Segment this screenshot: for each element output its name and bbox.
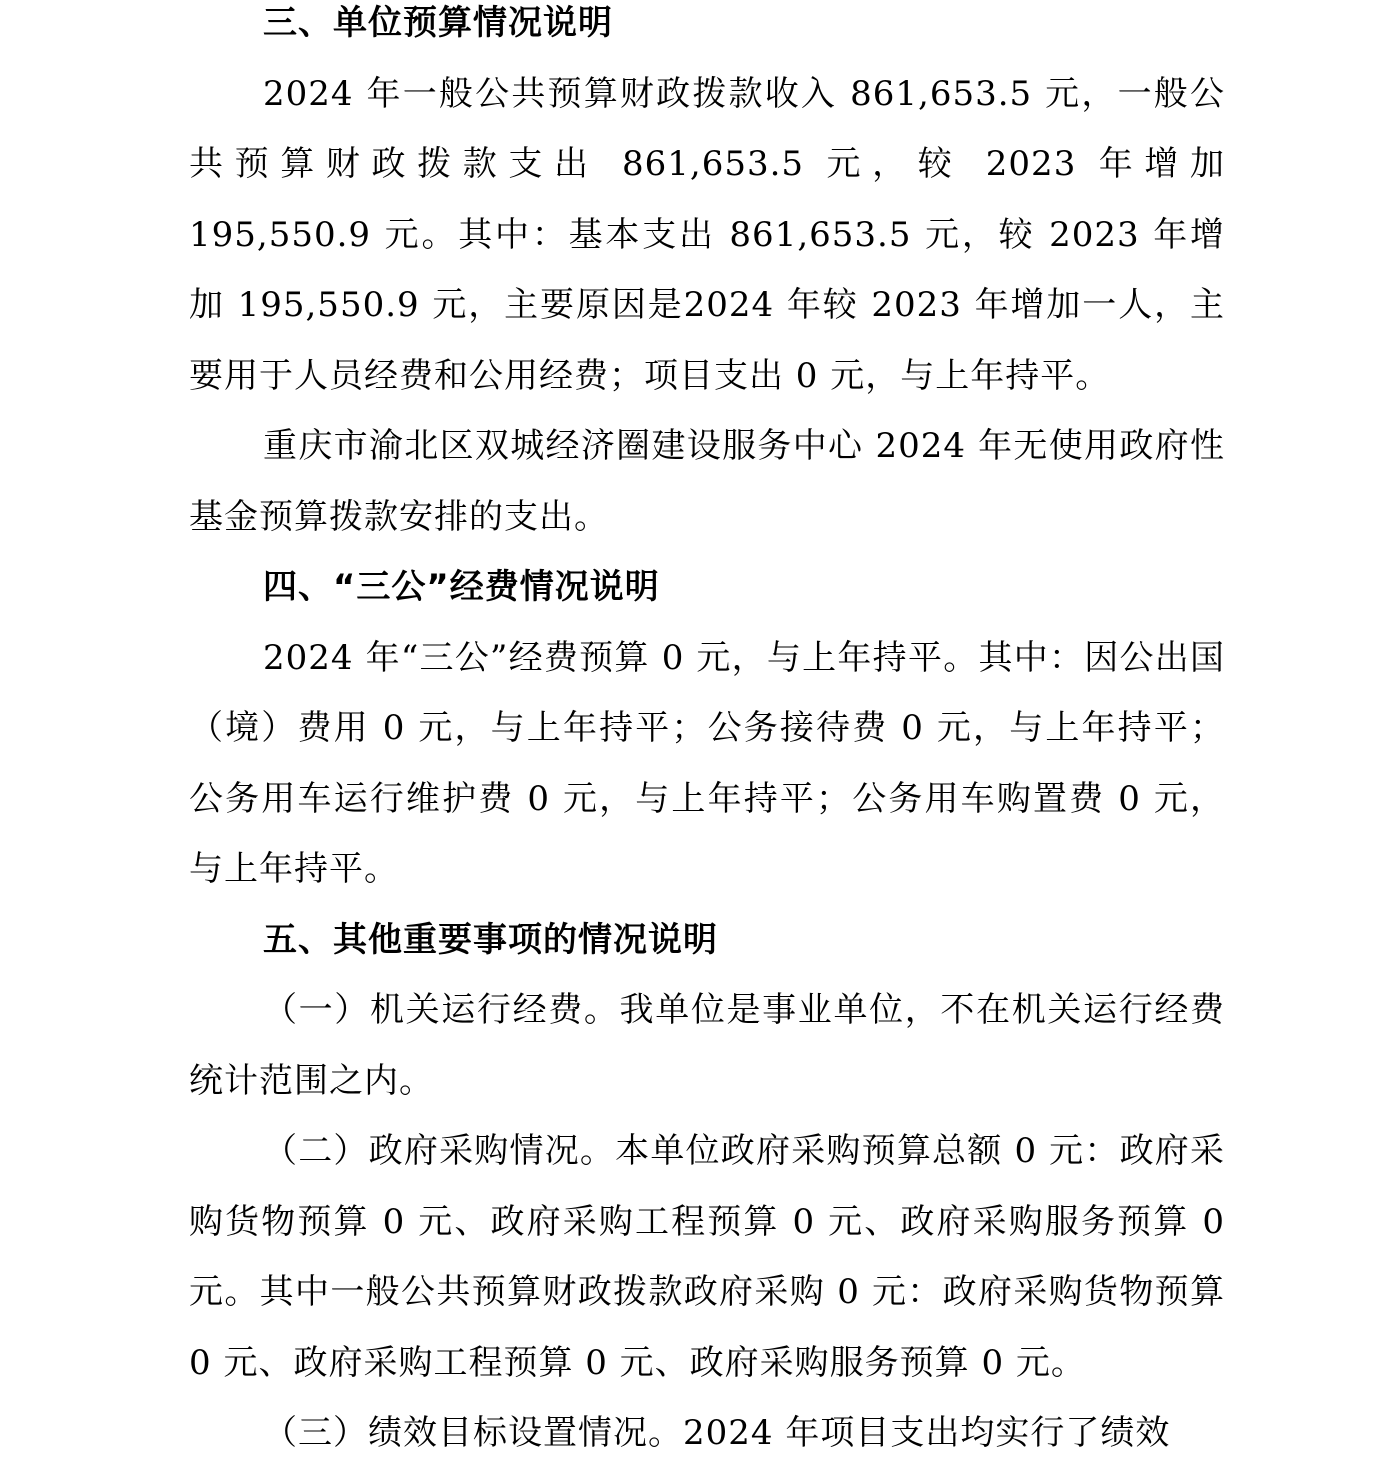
document-page: [189, 0, 1225, 1469]
section-5-paragraph-3: （三）绩效目标设置情况。2024 年项目支出均实行了绩效: [263, 1413, 1171, 1453]
section-3-paragraph-2: 重庆市渝北区双城经济圈建设服务中心 2024 年无使用政府性基金预算拨款安排的支出。: [189, 426, 1225, 537]
section-5-paragraph-2: （二）政府采购情况。本单位政府采购预算总额 0 元：政府采购货物预算 0 元、政府采购工程预算 0 元、政府采购服务预算 0 元。其中一般公共预算财政拨款政府采购 0 元：政府采购货物预算 0 元、政府采购工程预算 0 元、政府采购服务预算 0 元。: [189, 1131, 1225, 1383]
section-3-heading: 三、单位预算情况说明: [263, 3, 613, 43]
section-5-heading: 五、其他重要事项的情况说明: [263, 919, 718, 960]
section-4-paragraph-1: 2024 年“三公”经费预算 0 元，与上年持平。其中：因公出国（境）费用 0 元，与上年持平；公务接待费 0 元，与上年持平；公务用车运行维护费 0 元，与上年持平；公务用车购置费 0 元，与上年持平。: [189, 637, 1225, 889]
section-5-paragraph-1: （一）机关运行经费。我单位是事业单位，不在机关运行经费统计范围之内。: [189, 990, 1225, 1101]
section-3-paragraph-1: 2024 年一般公共预算财政拨款收入 861,653.5 元，一般公共预算财政拨款支出 861,653.5 元，较 2023 年增加 195,550.9 元。其中：基本支出 861,653.5 元，较 2023 年增加 195,550.9 元，主要原因是2024 年较 2023 年增加一人，主要用于人员经费和公用经费；项目支出 0 元，与上年持平。: [189, 73, 1225, 396]
section-4-heading: 四、“三公”经费情况说明: [263, 567, 660, 607]
